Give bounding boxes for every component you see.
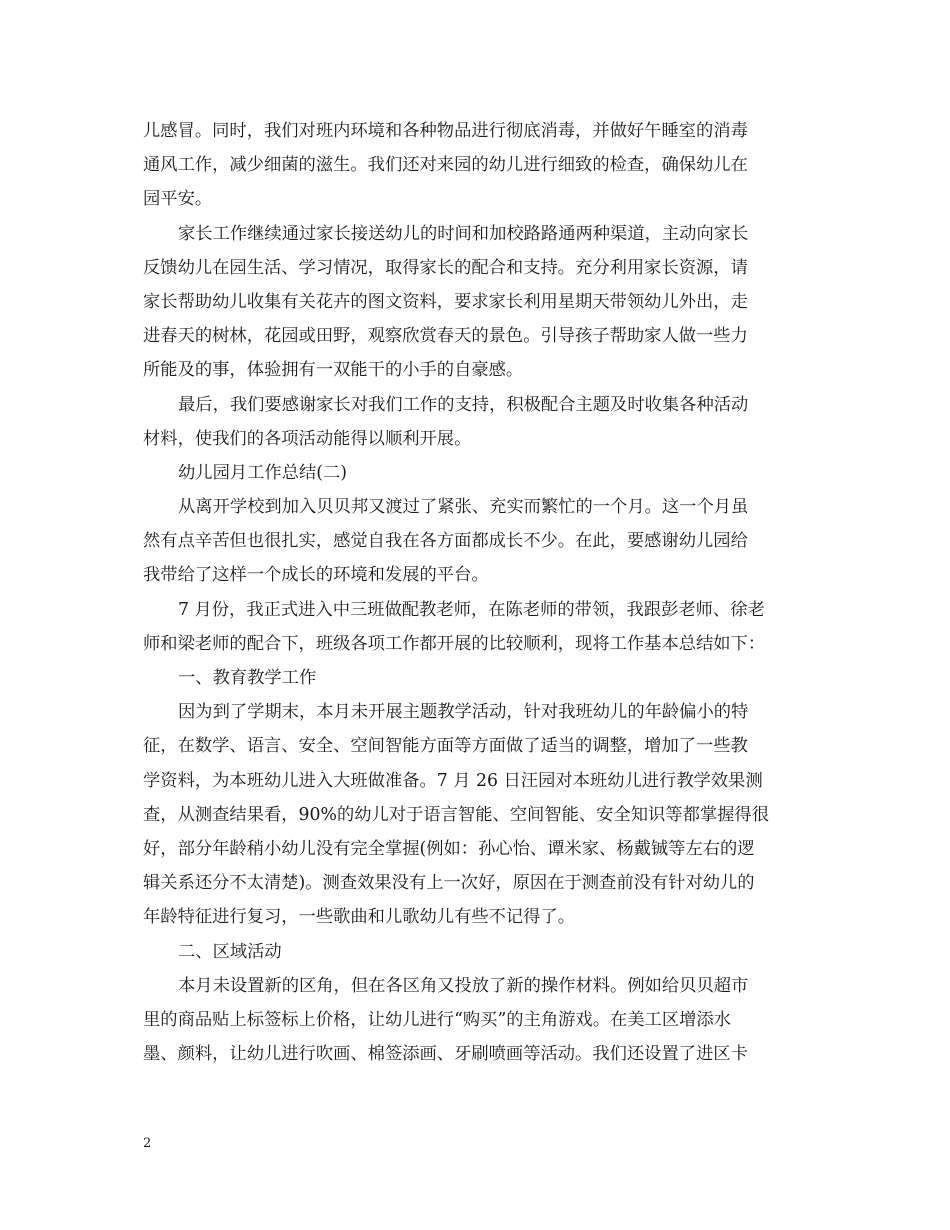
text-line: 征，在数学、语言、安全、空间智能方面等方面做了适当的调整，增加了一些教 — [143, 736, 748, 757]
text-line: 我带给了这样一个成长的环境和发展的平台。 — [143, 565, 489, 586]
text-line: 从离开学校到加入贝贝邦又渡过了紧张、充实而繁忙的一个月。这一个月虽 — [178, 497, 749, 518]
text-line: 本月未设置新的区角，但在各区角又投放了新的操作材料。例如给贝贝超市 — [178, 975, 749, 996]
text-line: 墨、颜料，让幼儿进行吹画、棉签添画、牙刷喷画等活动。我们还设置了进区卡 — [143, 1044, 748, 1065]
text-line: 通风工作，减少细菌的滋生。我们还对来园的幼儿进行细致的检查，确保幼儿在 — [143, 155, 748, 176]
text-line: 家长帮助幼儿收集有关花卉的图文资料，要求家长利用星期天带领幼儿外出，走 — [143, 291, 748, 312]
text-line: 好，部分年龄稍小幼儿没有完全掌握(例如：孙心怡、谭米家、杨戴铖等左右的逻 — [143, 838, 755, 859]
text-line: 因为到了学期末，本月未开展主题教学活动，针对我班幼儿的年龄偏小的特 — [178, 702, 749, 723]
text-line: 反馈幼儿在园生活、学习情况，取得家长的配合和支持。充分利用家长资源，请 — [143, 257, 748, 278]
text-line: 所能及的事，体验拥有一双能干的小手的自豪感。 — [143, 360, 524, 381]
text-line: 7 月份，我正式进入中三班做配教老师，在陈老师的带领，我跟彭老师、徐老 — [178, 599, 765, 620]
text-line: 儿感冒。同时，我们对班内环境和各种物品进行彻底消毒，并做好午睡室的消毒 — [143, 121, 748, 141]
text-line: 进春天的树林，花园或田野，观察欣赏春天的景色。引导孩子帮助家人做一些力 — [143, 326, 748, 347]
text-line: 材料，使我们的各项活动能得以顺利开展。 — [143, 428, 472, 449]
text-line: 园平安。 — [143, 189, 213, 210]
text-line: 学资料，为本班幼儿进入大班做准备。7 月 26 日汪园对本班幼儿进行教学效果测 — [143, 770, 763, 791]
text-line: 查，从测查结果看，90%的幼儿对于语言智能、空间智能、安全知识等都掌握得很 — [143, 804, 769, 825]
text-line: 一、教育教学工作 — [178, 668, 317, 688]
text-line: 家长工作继续通过家长接送幼儿的时间和加校路路通两种渠道，主动向家长 — [178, 223, 749, 244]
text-line: 师和梁老师的配合下，班级各项工作都开展的比较顺利，现将工作基本总结如下： — [143, 633, 766, 654]
page-number: 2 — [143, 1136, 152, 1151]
text-line: 里的商品贴上标签标上价格，让幼儿进行“购买”的主角游戏。在美工区增添水 — [143, 1009, 731, 1030]
text-line: 年龄特征进行复习，一些歌曲和儿歌幼儿有些不记得了。 — [143, 907, 576, 928]
text-line: 然有点辛苦但也很扎实，感觉自我在各方面都成长不少。在此，要感谢幼儿园给 — [143, 531, 748, 552]
text-line: 幼儿园月工作总结(二) — [178, 462, 348, 483]
text-line: 二、区域活动 — [178, 941, 282, 962]
text-line: 辑关系还分不太清楚)。测查效果没有上一次好，原因在于测查前没有针对幼儿的 — [143, 873, 755, 894]
text-line: 最后，我们要感谢家长对我们工作的支持，积极配合主题及时收集各种活动 — [178, 394, 749, 415]
document-body — [143, 114, 808, 1071]
